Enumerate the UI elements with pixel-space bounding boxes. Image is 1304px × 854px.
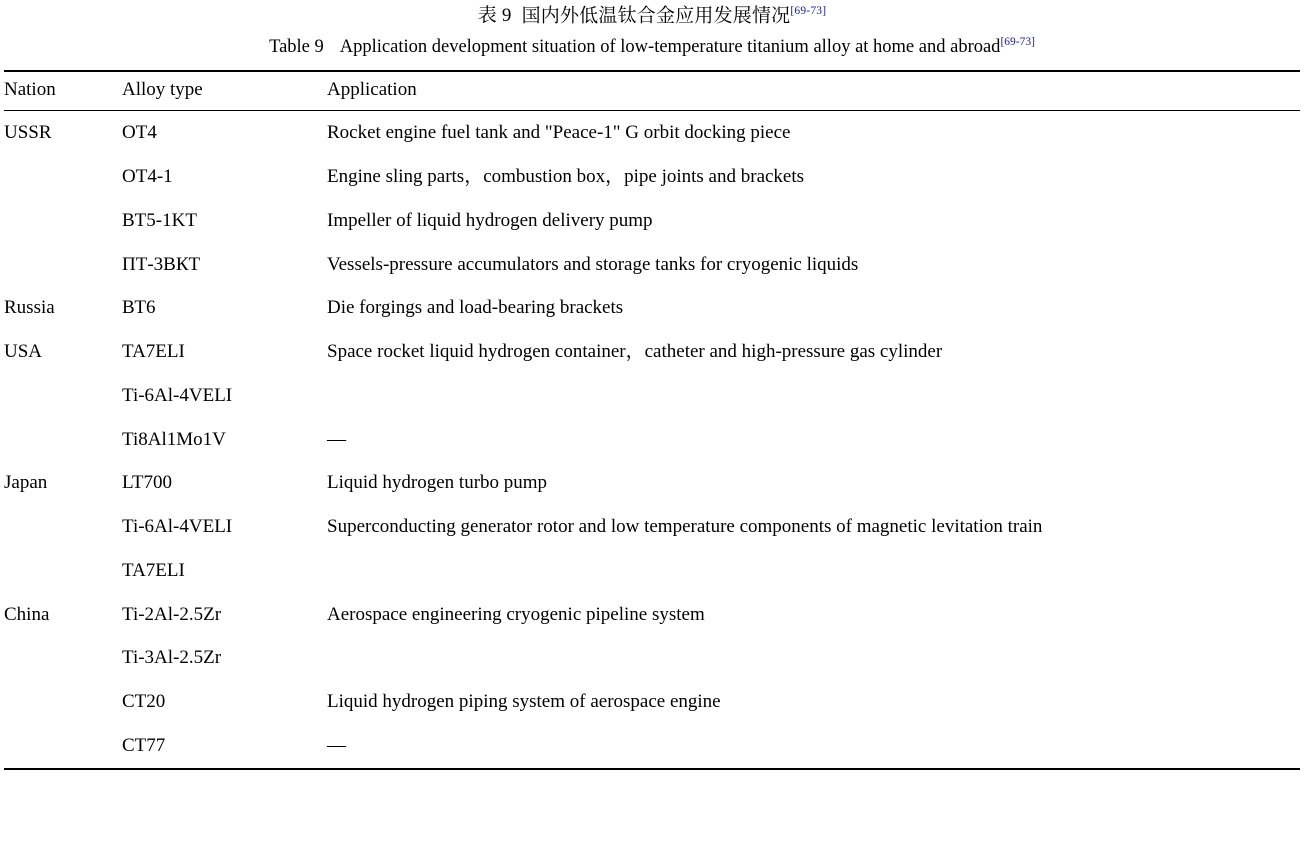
table-header-row: [4, 71, 1300, 111]
cell-application: Space rocket liquid hydrogen container，catheter and high-pressure gas cylinder: [327, 341, 943, 363]
table-body: [4, 111, 1300, 769]
cell-application: —: [327, 734, 346, 756]
cell-nation: [4, 374, 122, 418]
table-row: [4, 680, 1300, 724]
cell-nation: [4, 724, 122, 769]
cell-alloy-type: TA7ELI: [122, 341, 185, 363]
cell-alloy-type: Ti-6Al-4VELI: [122, 384, 233, 406]
cell-alloy-type: ВТ6: [122, 297, 156, 319]
cell-alloy-type: Ti-6Al-4VELI: [122, 516, 233, 538]
cell-application: Superconducting generator rotor and low temperature components of magnetic levitation train: [327, 516, 1043, 538]
cell-application: —: [327, 428, 346, 450]
cell-alloy-type: ПТ-3ВКТ: [122, 253, 201, 275]
table-row: [4, 724, 1300, 769]
caption-cn-label: 表 9: [477, 5, 512, 27]
table-row: [4, 243, 1300, 287]
table-row: [4, 418, 1300, 462]
cell-nation: [4, 549, 122, 593]
cell-nation: USA: [4, 341, 43, 363]
table-row: [4, 461, 1300, 505]
table-row: [4, 549, 1300, 593]
cell-alloy-type: CT20: [122, 691, 166, 713]
caption-en-reference: [69-73]: [1000, 36, 1035, 49]
alloy-application-table: [4, 70, 1300, 769]
cell-application: [327, 374, 1300, 418]
cell-nation: [4, 199, 122, 243]
table-row: [4, 330, 1300, 374]
table-caption-chinese: [4, 0, 1300, 28]
cell-nation: USSR: [4, 122, 52, 144]
column-header-application: Application: [327, 79, 417, 101]
cell-alloy-type: Ti8Al1Mo1V: [122, 428, 226, 450]
cell-nation: Japan: [4, 472, 48, 494]
table-row: [4, 593, 1300, 637]
cell-alloy-type: OT4: [122, 122, 157, 144]
cell-application: Engine sling parts，combustion box，pipe joints and brackets: [327, 166, 805, 188]
caption-en-title: Application development situation of low-temperature titanium alloy at home and abroad: [339, 37, 1001, 58]
cell-application: Die forgings and load-bearing brackets: [327, 297, 624, 319]
column-header-alloy-type: Alloy type: [122, 79, 203, 101]
caption-en-label: Table 9: [269, 37, 324, 58]
cell-application: Liquid hydrogen turbo pump: [327, 472, 548, 494]
cell-alloy-type: BT5-1KT: [122, 209, 197, 231]
cell-nation: [4, 243, 122, 287]
cell-nation: [4, 418, 122, 462]
cell-nation: [4, 636, 122, 680]
cell-application: Liquid hydrogen piping system of aerospace engine: [327, 691, 721, 713]
cell-application: [327, 636, 1300, 680]
table-row: [4, 505, 1300, 549]
table-row: [4, 374, 1300, 418]
table-row: [4, 111, 1300, 155]
table-caption-english: [4, 28, 1300, 58]
cell-nation: [4, 155, 122, 199]
cell-nation: Russia: [4, 297, 55, 319]
cell-application: Impeller of liquid hydrogen delivery pump: [327, 209, 653, 231]
table-header: [4, 71, 1300, 111]
cell-alloy-type: OT4-1: [122, 166, 173, 188]
caption-cn-title: 国内外低温钛合金应用发展情况: [521, 5, 791, 27]
cell-application: Rocket engine fuel tank and "Peace-1" G orbit docking piece: [327, 122, 791, 144]
caption-cn-reference: [69-73]: [790, 5, 827, 17]
table-row: [4, 286, 1300, 330]
cell-application: [327, 549, 1300, 593]
cell-alloy-type: Ti-2Al-2.5Zr: [122, 603, 222, 625]
table-row: [4, 155, 1300, 199]
cell-alloy-type: Ti-3Al-2.5Zr: [122, 647, 222, 669]
cell-nation: China: [4, 603, 50, 625]
column-header-nation: Nation: [4, 79, 56, 101]
cell-application: Vessels-pressure accumulators and storage tanks for cryogenic liquids: [327, 253, 859, 275]
table-row: [4, 199, 1300, 243]
cell-nation: [4, 680, 122, 724]
cell-nation: [4, 505, 122, 549]
cell-application: Aerospace engineering cryogenic pipeline system: [327, 603, 705, 625]
cell-alloy-type: LT700: [122, 472, 172, 494]
cell-alloy-type: TA7ELI: [122, 559, 185, 581]
cell-alloy-type: CT77: [122, 734, 166, 756]
table-row: [4, 636, 1300, 680]
